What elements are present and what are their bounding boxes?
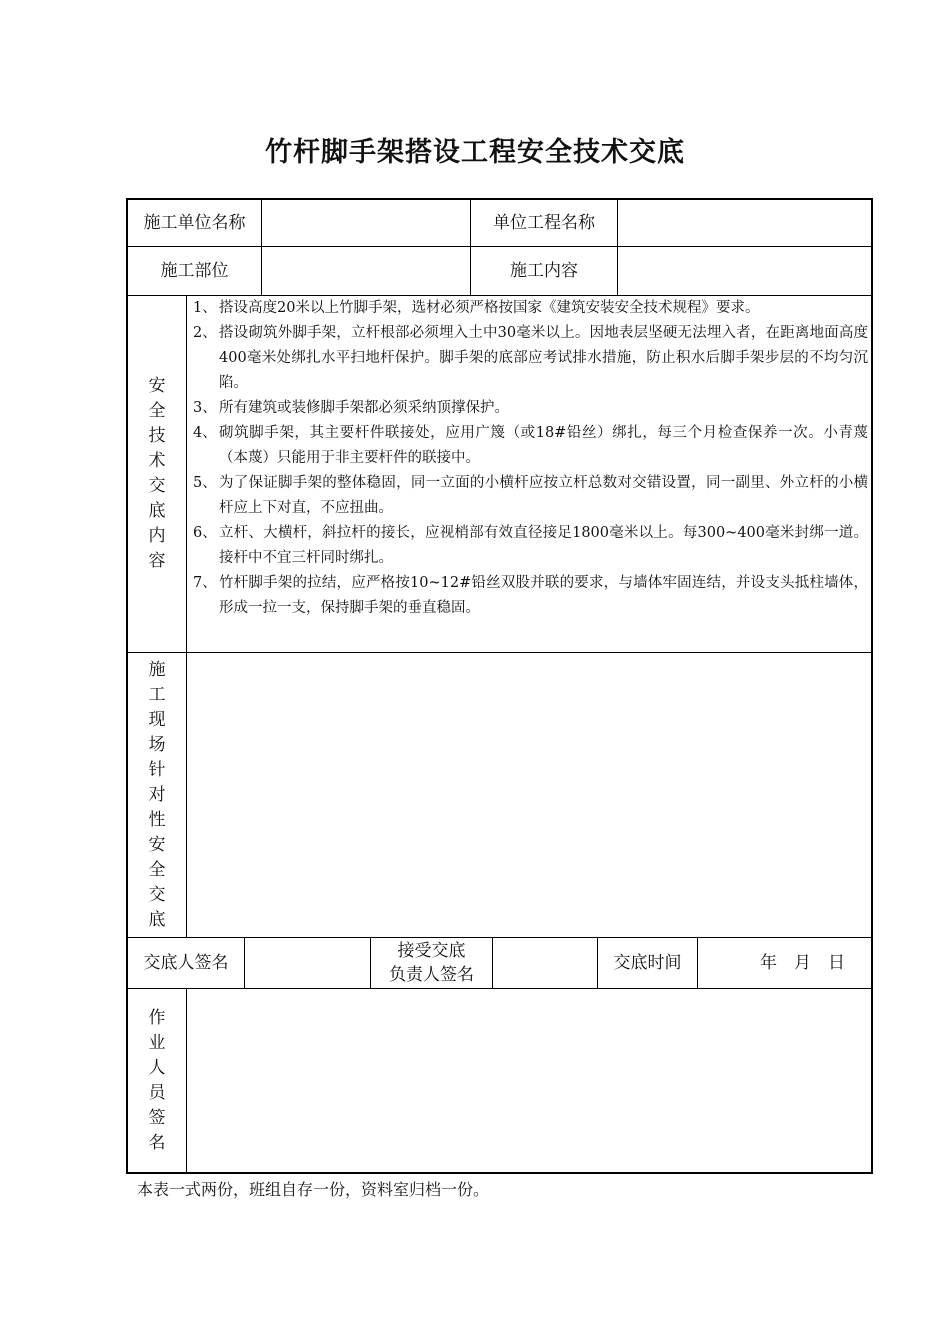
- site-disclosure-label: 施工现场针对性安全交底: [148, 660, 166, 930]
- discloser-signature-label: 交底人签名: [143, 953, 229, 973]
- document-title: 竹杆脚手架搭设工程安全技术交底: [265, 137, 685, 168]
- disclosure-date-field[interactable]: 年 月 日: [760, 953, 845, 973]
- safety-item: 4、 砌筑脚手架，其主要杆件联接处，应用广篾（或18#铅丝）绑扎，每三个月检查保养一次。小青蔑（本蔑）只能用于非主要杆件的联接中。: [193, 425, 868, 466]
- project-name-label: 单位工程名称: [493, 212, 595, 233]
- safety-content-list: [186, 296, 868, 621]
- construction-part-label: 施工部位: [160, 261, 229, 281]
- safety-item: 7、 竹杆脚手架的拉结，应严格按10~12#铅丝双股并联的要求，与墙体牢固连结，并设支头抵柱墙体，形成一拉一支，保持脚手架的垂直稳固。: [193, 575, 868, 616]
- worker-signature-field[interactable]: [187, 989, 871, 1173]
- construction-content-field[interactable]: [618, 247, 871, 295]
- receiver-signature-label: 接受交底 负责人签名: [389, 941, 474, 985]
- safety-item: 2、 搭设砌筑外脚手架，立杆根部必须埋入土中30毫米以上。因地表层坚硬无法埋入者，在距离地面高度400毫米处绑扎水平扫地杆保护。脚手架的底部应考试排水措施，防止积水后脚手架步层的不均匀沉陷。: [193, 325, 868, 391]
- safety-item: 6、 立杆、大横杆，斜拉杆的接长，应视梢部有效直径接足1800毫米以上。每300~400毫米封绑一道。接杆中不宜三杆同时绑扎。: [193, 525, 868, 566]
- receiver-signature-field[interactable]: [493, 938, 597, 988]
- discloser-signature-field[interactable]: [245, 938, 370, 988]
- safety-item: 3、 所有建筑或装修脚手架都必须采纳顶撑保护。: [193, 400, 509, 416]
- unit-name-field[interactable]: [262, 199, 470, 246]
- footnote: 本表一式两份，班组自存一份，资料室归档一份。: [137, 1180, 490, 1199]
- safety-item: 5、 为了保证脚手架的整体稳固，同一立面的小横杆应按立杆总数对交错设置，同一副里、外立杆的小横杆应上下对直，不应扭曲。: [193, 475, 868, 516]
- site-disclosure-field[interactable]: [187, 653, 871, 937]
- worker-signature-label: 作业人员签名: [148, 1008, 166, 1153]
- unit-name-label: 施工单位名称: [143, 212, 246, 233]
- construction-content-label: 施工内容: [510, 261, 578, 281]
- safety-item: 1、 搭设高度20米以上竹脚手架，选材必须严格按国家《建筑安装安全技术规程》要求。: [193, 300, 760, 316]
- safety-content-label: 安全技术交底内容: [148, 376, 166, 571]
- construction-part-field[interactable]: [262, 247, 470, 295]
- disclosure-time-label: 交底时间: [613, 953, 682, 973]
- project-name-field[interactable]: [618, 199, 871, 246]
